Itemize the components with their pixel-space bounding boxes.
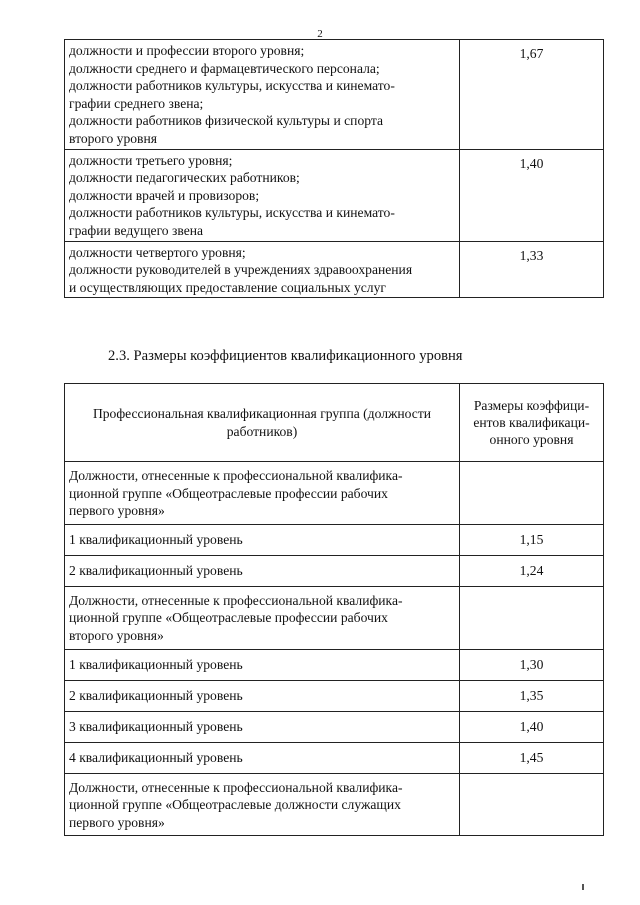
level-value: 1,45 (460, 742, 604, 773)
group-text-line: Должности, отнесенные к профессиональной квалифика- (69, 468, 403, 483)
group-text-line: второго уровня» (69, 627, 164, 643)
level-label: 1 квалификационный уровень (65, 524, 460, 555)
group-value-empty (460, 462, 604, 525)
section-heading: 2.3. Размеры коэффициентов квалификационного уровня (108, 348, 463, 364)
row-value: 1,33 (460, 241, 604, 298)
row-text-line: и осуществляющих предоставление социальных услуг (69, 279, 386, 295)
level-value: 1,30 (460, 649, 604, 680)
level-row (65, 680, 604, 711)
level-value: 1,15 (460, 524, 604, 555)
level-value: 1,40 (460, 711, 604, 742)
level-label: 1 квалификационный уровень (65, 649, 460, 680)
row-text-line: должности третьего уровня; (69, 152, 233, 168)
level-row (65, 742, 604, 773)
group-title (65, 462, 460, 525)
row-text-line: должности работников культуры, искусства и кинемато- (69, 78, 395, 94)
header-text-line: работников) (226, 423, 298, 439)
level-row (65, 555, 604, 586)
row-value: 1,40 (460, 149, 604, 241)
table-header-row (65, 384, 604, 462)
group-text-line: ционной группе «Общеотраслевые профессии рабочих (69, 485, 388, 501)
header-text-line: онного уровня (489, 432, 574, 447)
group-title (65, 773, 460, 836)
row-text-line: графии ведущего звена (69, 222, 204, 238)
row-value: 1,67 (460, 40, 604, 150)
group-text-line: Должности, отнесенные к профессиональной квалифика- (69, 779, 403, 795)
table-row (65, 241, 604, 298)
row-text-line: должности работников культуры, искусства и кинемато- (69, 205, 395, 221)
table-row (65, 149, 604, 241)
group-text-line: ционной группе «Общеотраслевые профессии рабочих (69, 610, 388, 626)
row-description (65, 149, 460, 241)
group-value-empty (460, 586, 604, 649)
row-description (65, 40, 460, 150)
level-label: 4 квалификационный уровень (65, 742, 460, 773)
row-text-line: должности руководителей в учреждениях здравоохранения (69, 262, 413, 278)
row-text-line: должности врачей и провизоров; (69, 187, 260, 203)
page-number: 2 (317, 28, 323, 40)
row-text-line: второго уровня (69, 130, 158, 146)
top-coefficient-table (64, 39, 604, 298)
header-coefficient-column (460, 384, 604, 462)
level-value: 1,35 (460, 680, 604, 711)
group-text-line: первого уровня» (69, 814, 165, 830)
level-label: 2 квалификационный уровень (65, 680, 460, 711)
header-text-line: Профессиональная квалификационная группа (должности (92, 405, 432, 421)
row-text-line: должности педагогических работников; (69, 170, 300, 186)
row-text-line: графии среднего звена; (69, 95, 204, 111)
level-label: 2 квалификационный уровень (65, 555, 460, 586)
level-label: 3 квалификационный уровень (65, 711, 460, 742)
qualification-level-table (64, 383, 604, 836)
header-group-column (65, 384, 460, 462)
level-row (65, 649, 604, 680)
row-text-line: должности и профессии второго уровня; (69, 43, 305, 58)
group-row (65, 462, 604, 525)
group-title (65, 586, 460, 649)
level-row (65, 524, 604, 555)
group-text-line: ционной группе «Общеотраслевые должности служащих (69, 797, 401, 813)
header-text-line: ентов квалификаци- (473, 415, 590, 430)
header-text-line: Размеры коэффици- (473, 398, 590, 413)
group-row (65, 586, 604, 649)
row-text-line: должности среднего и фармацевтического персонала; (69, 60, 380, 76)
level-row (65, 711, 604, 742)
row-text-line: должности четвертого уровня; (69, 244, 246, 260)
group-text-line: первого уровня» (69, 503, 165, 519)
group-row (65, 773, 604, 836)
group-text-line: Должности, отнесенные к профессиональной квалифика- (69, 592, 403, 608)
scan-mark (582, 884, 584, 890)
level-value: 1,24 (460, 555, 604, 586)
row-description (65, 241, 460, 298)
group-value-empty (460, 773, 604, 836)
table-row (65, 40, 604, 150)
row-text-line: должности работников физической культуры и спорта (69, 113, 384, 129)
